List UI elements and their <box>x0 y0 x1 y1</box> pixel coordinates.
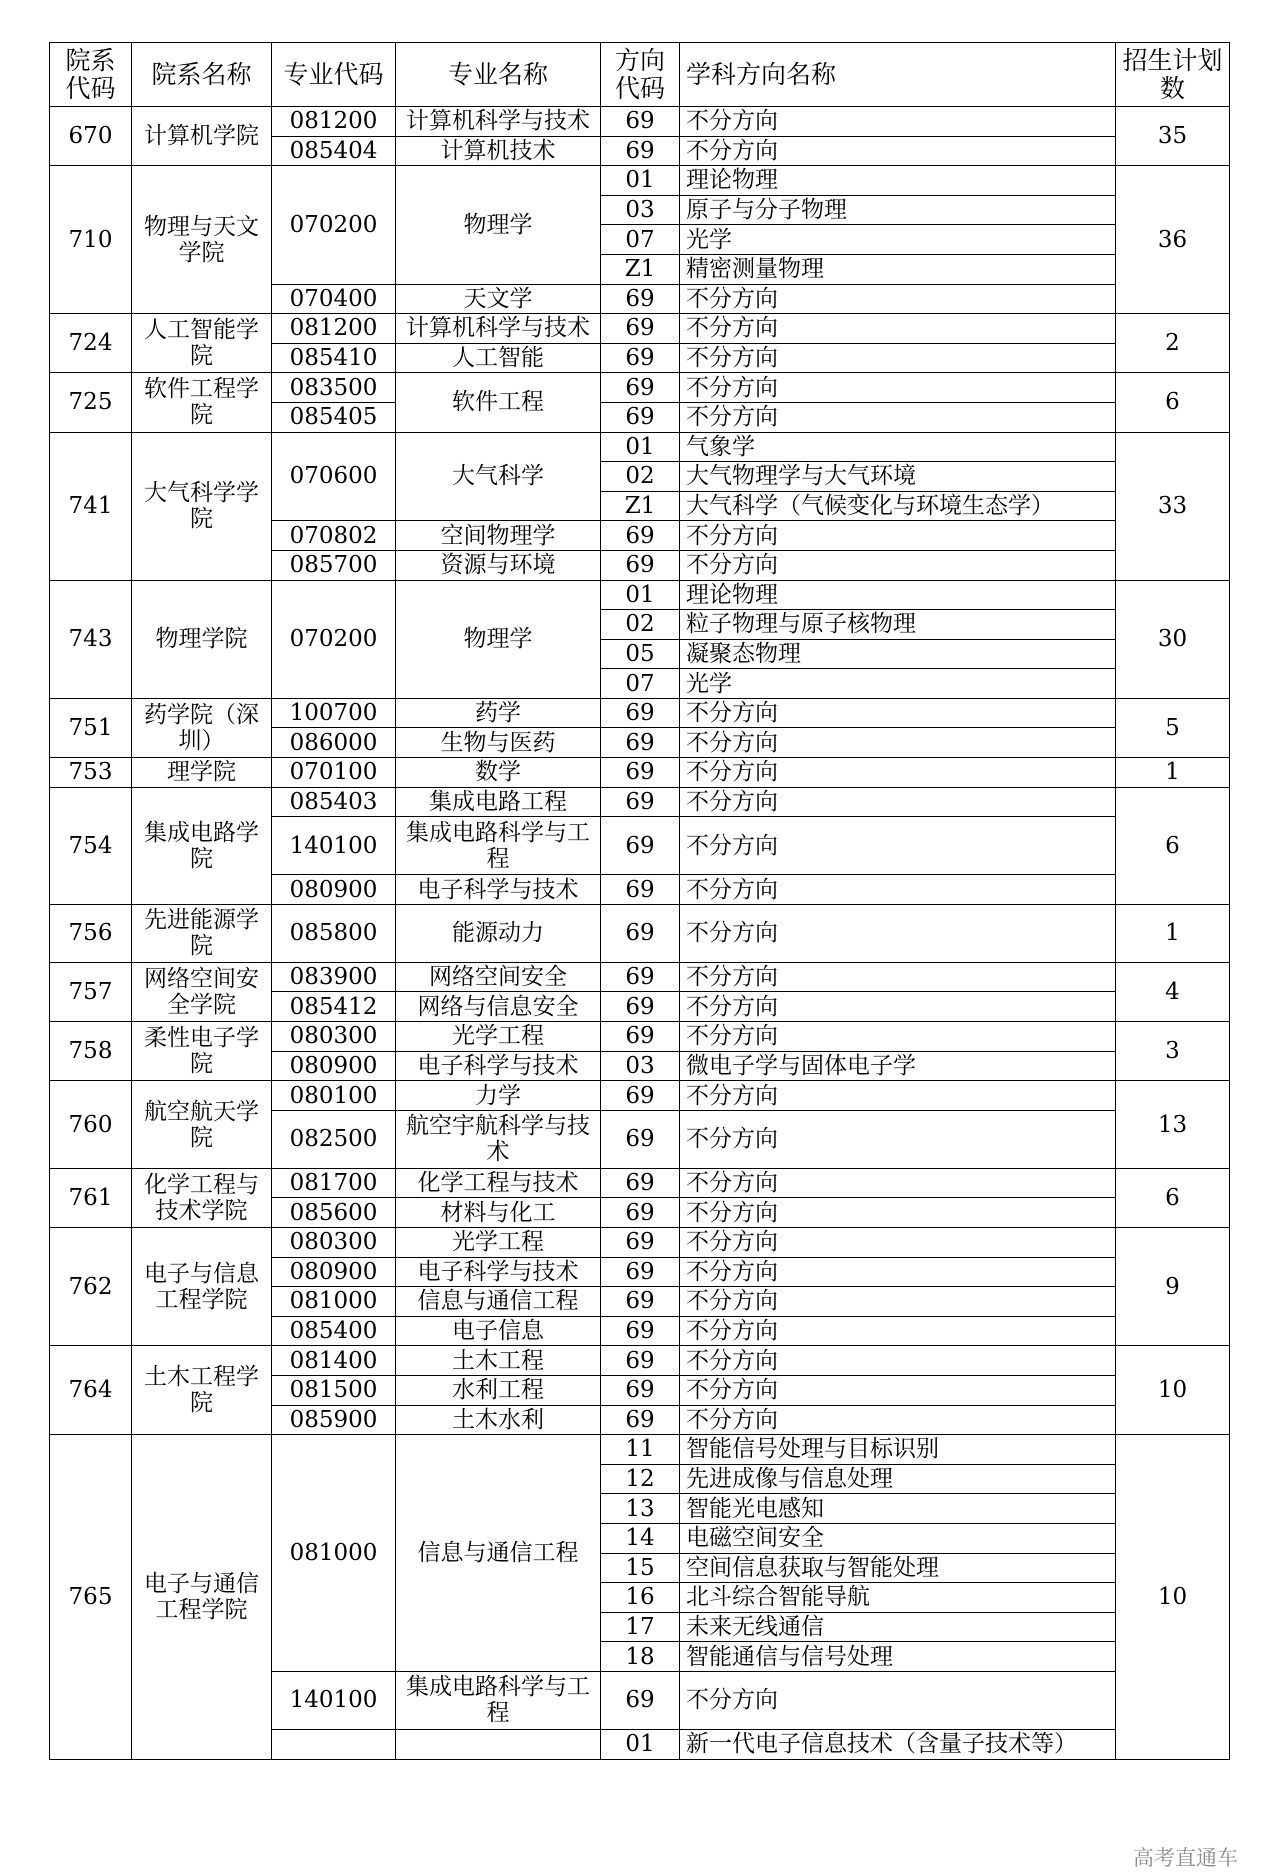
major-code: 140100 <box>272 817 396 875</box>
major-name: 能源动力 <box>396 904 601 962</box>
major-code: 080900 <box>272 875 396 905</box>
dept-code: 761 <box>50 1168 132 1227</box>
major-name: 数学 <box>396 758 601 788</box>
source-watermark: 高考直通车 <box>1133 1846 1238 1870</box>
major-code: 081700 <box>272 1168 396 1198</box>
dir-name: 不分方向 <box>680 728 1116 758</box>
dept-code: 724 <box>50 314 132 373</box>
major-name: 计算机科学与技术 <box>396 314 601 344</box>
dir-name: 新一代电子信息技术（含量子技术等） <box>680 1729 1116 1759</box>
dir-code: 12 <box>601 1464 680 1494</box>
major-code: 081500 <box>272 1375 396 1405</box>
header-major-name: 专业名称 <box>396 43 601 107</box>
dept-code: 758 <box>50 1022 132 1081</box>
dir-code: 01 <box>601 166 680 196</box>
dir-name: 不分方向 <box>680 875 1116 905</box>
dept-code: 710 <box>50 166 132 314</box>
table-row <box>50 1081 1230 1111</box>
table-row <box>50 904 1230 962</box>
major-name: 人工智能 <box>396 343 601 373</box>
table-row <box>50 107 1230 137</box>
dept-name: 化学工程与技术学院 <box>132 1168 272 1227</box>
dir-name: 智能通信与信号处理 <box>680 1642 1116 1672</box>
table-row <box>50 787 1230 817</box>
major-code: 082500 <box>272 1110 396 1168</box>
dir-code: 69 <box>601 992 680 1022</box>
dir-name: 智能光电感知 <box>680 1494 1116 1524</box>
dir-code: 15 <box>601 1553 680 1583</box>
dir-name: 不分方向 <box>680 817 1116 875</box>
major-code: 070802 <box>272 521 396 551</box>
dir-code: 69 <box>601 136 680 166</box>
dir-name: 不分方向 <box>680 1257 1116 1287</box>
dir-name: 不分方向 <box>680 1022 1116 1052</box>
major-name: 化学工程与技术 <box>396 1168 601 1198</box>
dir-name: 不分方向 <box>680 1228 1116 1258</box>
dir-name: 不分方向 <box>680 1405 1116 1435</box>
dir-name: 不分方向 <box>680 343 1116 373</box>
dept-name: 集成电路学院 <box>132 787 272 904</box>
major-code: 085410 <box>272 343 396 373</box>
header-dept-name: 院系名称 <box>132 43 272 107</box>
dir-name: 智能信号处理与目标识别 <box>680 1435 1116 1465</box>
table-row <box>50 314 1230 344</box>
major-code: 085404 <box>272 136 396 166</box>
dept-code: 670 <box>50 107 132 166</box>
major-code: 100700 <box>272 698 396 728</box>
quota: 6 <box>1116 787 1230 904</box>
dir-code: 01 <box>601 1729 680 1759</box>
dir-code: 69 <box>601 107 680 137</box>
dir-code: 69 <box>601 875 680 905</box>
dir-code: 69 <box>601 817 680 875</box>
dir-code: 69 <box>601 1375 680 1405</box>
major-code: 080900 <box>272 1257 396 1287</box>
header-dir-name: 学科方向名称 <box>680 43 1116 107</box>
quota: 10 <box>1116 1435 1230 1759</box>
dir-name: 不分方向 <box>680 1287 1116 1317</box>
major-name: 集成电路工程 <box>396 787 601 817</box>
dir-name: 不分方向 <box>680 284 1116 314</box>
enrollment-plan-sheet <box>49 42 1229 1760</box>
dir-code: Z1 <box>601 254 680 284</box>
major-code: 080300 <box>272 1228 396 1258</box>
table-row <box>50 166 1230 196</box>
major-code: 081200 <box>272 314 396 344</box>
major-code: 081400 <box>272 1346 396 1376</box>
dir-name: 理论物理 <box>680 166 1116 196</box>
major-name: 天文学 <box>396 284 601 314</box>
dir-name: 先进成像与信息处理 <box>680 1464 1116 1494</box>
major-code: 083500 <box>272 373 396 403</box>
dir-code: Z1 <box>601 491 680 521</box>
dir-code: 69 <box>601 1228 680 1258</box>
major-name: 航空宇航科学与技术 <box>396 1110 601 1168</box>
dir-name: 气象学 <box>680 432 1116 462</box>
dir-name: 不分方向 <box>680 904 1116 962</box>
major-code: 070100 <box>272 758 396 788</box>
major-code <box>272 1729 396 1759</box>
major-name: 力学 <box>396 1081 601 1111</box>
major-name: 电子科学与技术 <box>396 875 601 905</box>
major-name: 空间物理学 <box>396 521 601 551</box>
dir-name: 不分方向 <box>680 107 1116 137</box>
dir-code: 69 <box>601 521 680 551</box>
dir-name: 光学 <box>680 669 1116 699</box>
quota: 1 <box>1116 758 1230 788</box>
major-name: 软件工程 <box>396 373 601 432</box>
dept-code: 760 <box>50 1081 132 1169</box>
dir-code: 69 <box>601 402 680 432</box>
major-code: 070400 <box>272 284 396 314</box>
major-code: 081000 <box>272 1287 396 1317</box>
major-code: 081000 <box>272 1435 396 1672</box>
major-name: 大气科学 <box>396 432 601 521</box>
dir-code: 69 <box>601 284 680 314</box>
dir-code: 14 <box>601 1523 680 1553</box>
dir-code: 69 <box>601 962 680 992</box>
major-name <box>396 1729 601 1759</box>
major-name: 光学工程 <box>396 1228 601 1258</box>
dir-code: 69 <box>601 550 680 580</box>
dir-code: 07 <box>601 225 680 255</box>
dir-name: 不分方向 <box>680 1346 1116 1376</box>
table-row <box>50 698 1230 728</box>
dir-name: 不分方向 <box>680 1198 1116 1228</box>
dir-code: 69 <box>601 1287 680 1317</box>
dir-code: 13 <box>601 1494 680 1524</box>
dir-name: 不分方向 <box>680 550 1116 580</box>
dept-code: 754 <box>50 787 132 904</box>
enrollment-plan-table <box>49 42 1230 1760</box>
major-name: 信息与通信工程 <box>396 1287 601 1317</box>
dir-name: 不分方向 <box>680 1110 1116 1168</box>
quota: 35 <box>1116 107 1230 166</box>
dir-code: 02 <box>601 610 680 640</box>
table-row <box>50 373 1230 403</box>
dir-code: 69 <box>601 1316 680 1346</box>
major-code: 081200 <box>272 107 396 137</box>
dir-code: 69 <box>601 904 680 962</box>
dept-name: 物理与天文学院 <box>132 166 272 314</box>
dept-name: 药学院（深圳） <box>132 698 272 757</box>
table-row <box>50 758 1230 788</box>
major-code: 070600 <box>272 432 396 521</box>
dir-code: 69 <box>601 1671 680 1729</box>
dept-code: 756 <box>50 904 132 962</box>
dir-name: 不分方向 <box>680 992 1116 1022</box>
dir-code: 07 <box>601 669 680 699</box>
dir-code: 02 <box>601 462 680 492</box>
dir-code: 03 <box>601 195 680 225</box>
dir-name: 光学 <box>680 225 1116 255</box>
major-code: 085900 <box>272 1405 396 1435</box>
major-name: 网络空间安全 <box>396 962 601 992</box>
dir-name: 理论物理 <box>680 580 1116 610</box>
table-row <box>50 1228 1230 1258</box>
table-row <box>50 962 1230 992</box>
major-code: 083900 <box>272 962 396 992</box>
dir-code: 69 <box>601 1257 680 1287</box>
dir-code: 17 <box>601 1612 680 1642</box>
major-name: 集成电路科学与工程 <box>396 817 601 875</box>
header-major-code: 专业代码 <box>272 43 396 107</box>
dir-name: 不分方向 <box>680 1316 1116 1346</box>
dir-name: 不分方向 <box>680 373 1116 403</box>
dept-name: 电子与信息工程学院 <box>132 1228 272 1346</box>
dir-name: 粒子物理与原子核物理 <box>680 610 1116 640</box>
table-header-row <box>50 43 1230 107</box>
dir-code: 69 <box>601 1346 680 1376</box>
quota: 5 <box>1116 698 1230 757</box>
dir-code: 16 <box>601 1583 680 1613</box>
dept-code: 751 <box>50 698 132 757</box>
dir-code: 69 <box>601 728 680 758</box>
dir-name: 不分方向 <box>680 962 1116 992</box>
major-name: 药学 <box>396 698 601 728</box>
major-name: 电子科学与技术 <box>396 1051 601 1081</box>
dept-name: 航空航天学院 <box>132 1081 272 1169</box>
dir-code: 01 <box>601 580 680 610</box>
dir-name: 不分方向 <box>680 521 1116 551</box>
dept-code: 765 <box>50 1435 132 1759</box>
major-name: 信息与通信工程 <box>396 1435 601 1672</box>
major-name: 生物与医药 <box>396 728 601 758</box>
table-row <box>50 1346 1230 1376</box>
dir-name: 未来无线通信 <box>680 1612 1116 1642</box>
dir-code: 69 <box>601 1198 680 1228</box>
major-code: 080100 <box>272 1081 396 1111</box>
dir-code: 69 <box>601 1110 680 1168</box>
dir-code: 11 <box>601 1435 680 1465</box>
dept-name: 柔性电子学院 <box>132 1022 272 1081</box>
dir-code: 69 <box>601 343 680 373</box>
header-dept-code: 院系代码 <box>50 43 132 107</box>
quota: 10 <box>1116 1346 1230 1435</box>
major-code: 085800 <box>272 904 396 962</box>
dir-name: 不分方向 <box>680 314 1116 344</box>
dept-name: 电子与通信工程学院 <box>132 1435 272 1759</box>
major-name: 电子信息 <box>396 1316 601 1346</box>
quota: 33 <box>1116 432 1230 580</box>
major-name: 电子科学与技术 <box>396 1257 601 1287</box>
dept-name: 土木工程学院 <box>132 1346 272 1435</box>
major-code: 070200 <box>272 580 396 698</box>
major-name: 网络与信息安全 <box>396 992 601 1022</box>
table-row <box>50 1022 1230 1052</box>
dir-name: 不分方向 <box>680 1081 1116 1111</box>
major-code: 080300 <box>272 1022 396 1052</box>
dir-name: 微电子学与固体电子学 <box>680 1051 1116 1081</box>
major-code: 140100 <box>272 1671 396 1729</box>
dept-name: 网络空间安全学院 <box>132 962 272 1021</box>
dir-name: 不分方向 <box>680 402 1116 432</box>
dept-name: 理学院 <box>132 758 272 788</box>
dir-code: 05 <box>601 639 680 669</box>
dept-name: 物理学院 <box>132 580 272 698</box>
dept-code: 743 <box>50 580 132 698</box>
dept-name: 人工智能学院 <box>132 314 272 373</box>
major-name: 物理学 <box>396 580 601 698</box>
major-name: 材料与化工 <box>396 1198 601 1228</box>
quota: 13 <box>1116 1081 1230 1169</box>
dir-name: 不分方向 <box>680 758 1116 788</box>
major-name: 资源与环境 <box>396 550 601 580</box>
quota: 3 <box>1116 1022 1230 1081</box>
dept-code: 757 <box>50 962 132 1021</box>
dir-code: 69 <box>601 1168 680 1198</box>
dept-name: 计算机学院 <box>132 107 272 166</box>
dept-code: 753 <box>50 758 132 788</box>
dept-name: 先进能源学院 <box>132 904 272 962</box>
major-code: 085600 <box>272 1198 396 1228</box>
dir-code: 69 <box>601 1022 680 1052</box>
dir-name: 不分方向 <box>680 1671 1116 1729</box>
table-row <box>50 1435 1230 1465</box>
table-row <box>50 580 1230 610</box>
major-name: 光学工程 <box>396 1022 601 1052</box>
major-code: 080900 <box>272 1051 396 1081</box>
quota: 2 <box>1116 314 1230 373</box>
header-dir-code: 方向代码 <box>601 43 680 107</box>
dir-name: 不分方向 <box>680 698 1116 728</box>
dir-code: 69 <box>601 1081 680 1111</box>
quota: 36 <box>1116 166 1230 314</box>
major-code: 085700 <box>272 550 396 580</box>
dir-code: 69 <box>601 787 680 817</box>
dir-code: 69 <box>601 373 680 403</box>
major-code: 070200 <box>272 166 396 284</box>
dept-code: 764 <box>50 1346 132 1435</box>
dept-name: 大气科学学院 <box>132 432 272 580</box>
major-code: 085405 <box>272 402 396 432</box>
major-code: 085400 <box>272 1316 396 1346</box>
dir-code: 69 <box>601 314 680 344</box>
dir-name: 电磁空间安全 <box>680 1523 1116 1553</box>
dir-name: 精密测量物理 <box>680 254 1116 284</box>
major-name: 土木工程 <box>396 1346 601 1376</box>
dept-code: 741 <box>50 432 132 580</box>
dept-code: 725 <box>50 373 132 432</box>
dir-code: 69 <box>601 1405 680 1435</box>
dir-name: 大气科学（气候变化与环境生态学） <box>680 491 1116 521</box>
major-code: 086000 <box>272 728 396 758</box>
major-name: 计算机技术 <box>396 136 601 166</box>
dir-name: 原子与分子物理 <box>680 195 1116 225</box>
quota: 9 <box>1116 1228 1230 1346</box>
quota: 6 <box>1116 373 1230 432</box>
dept-code: 762 <box>50 1228 132 1346</box>
dir-name: 不分方向 <box>680 1375 1116 1405</box>
dir-name: 不分方向 <box>680 787 1116 817</box>
dir-code: 03 <box>601 1051 680 1081</box>
header-quota: 招生计划数 <box>1116 43 1230 107</box>
major-name: 集成电路科学与工程 <box>396 1671 601 1729</box>
quota: 4 <box>1116 962 1230 1021</box>
major-name: 水利工程 <box>396 1375 601 1405</box>
dept-name: 软件工程学院 <box>132 373 272 432</box>
dir-name: 凝聚态物理 <box>680 639 1116 669</box>
table-row <box>50 1168 1230 1198</box>
dir-name: 大气物理学与大气环境 <box>680 462 1116 492</box>
dir-code: 18 <box>601 1642 680 1672</box>
quota: 6 <box>1116 1168 1230 1227</box>
major-code: 085403 <box>272 787 396 817</box>
major-name: 物理学 <box>396 166 601 284</box>
dir-name: 不分方向 <box>680 1168 1116 1198</box>
dir-code: 01 <box>601 432 680 462</box>
major-name: 计算机科学与技术 <box>396 107 601 137</box>
dir-code: 69 <box>601 698 680 728</box>
dir-name: 不分方向 <box>680 136 1116 166</box>
table-row <box>50 432 1230 462</box>
major-name: 土木水利 <box>396 1405 601 1435</box>
major-code: 085412 <box>272 992 396 1022</box>
dir-name: 空间信息获取与智能处理 <box>680 1553 1116 1583</box>
quota: 1 <box>1116 904 1230 962</box>
quota: 30 <box>1116 580 1230 698</box>
dir-code: 69 <box>601 758 680 788</box>
dir-name: 北斗综合智能导航 <box>680 1583 1116 1613</box>
